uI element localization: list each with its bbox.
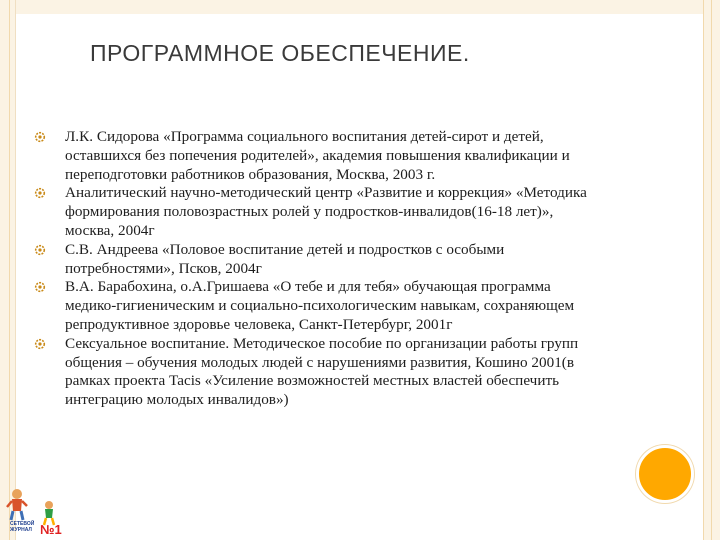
slide-title: ПРОГРАММНОЕ ОБЕСПЕЧЕНИЕ. bbox=[90, 40, 470, 66]
gear-bullet-icon bbox=[34, 131, 46, 143]
reference-text: В.А. Барабохина, о.А.Гришаева «О тебе и для тебя» обучающая программа медико-гигиеническим и социально-психологическим навыкам, сохраняющем репродуктивное здоровье человека, Санкт-Петербург, 2001г bbox=[65, 278, 575, 333]
reference-text: Л.К. Сидорова «Программа социального воспитания детей-сирот и детей, оставшихся без попечения родителей», академия повышения квалификации и переподготовки работников образования, Москва, 2003 г. bbox=[65, 128, 570, 183]
reference-item bbox=[34, 128, 594, 184]
gear-bullet-icon bbox=[34, 281, 46, 293]
gear-bullet-icon bbox=[34, 244, 46, 256]
reference-text: С.В. Андреева «Половое воспитание детей и подростков с особыми потребностями», Псков, 2004г bbox=[65, 240, 505, 277]
reference-item bbox=[34, 184, 594, 240]
gear-bullet-icon bbox=[34, 187, 46, 199]
right-frame-line-outer bbox=[711, 0, 712, 540]
logo-number: №1 bbox=[40, 522, 62, 537]
right-frame-line-inner bbox=[703, 0, 704, 540]
logo-text-line: ЖУРНАЛ bbox=[10, 527, 32, 533]
left-frame-band bbox=[0, 0, 16, 540]
reference-text: Сексуальное воспитание. Методическое пособие по организации работы групп общения – обучения молодых людей с нарушениями развития, Кошино 2001(в рамках проекта Tacis «Усиление возможностей местных властей обеспечить интеграцию молодых инвалидов») bbox=[65, 334, 579, 409]
gear-bullet-icon bbox=[34, 338, 46, 350]
logo-text-line: СЕТЕВОЙ bbox=[10, 521, 35, 527]
left-frame-line bbox=[9, 0, 10, 540]
reference-item bbox=[34, 241, 594, 279]
reference-list bbox=[34, 128, 594, 410]
reference-item bbox=[34, 278, 594, 334]
children-logo-icon bbox=[6, 487, 66, 539]
top-frame-band bbox=[16, 0, 703, 14]
reference-item bbox=[34, 335, 594, 410]
orange-circle-decoration bbox=[636, 445, 694, 503]
reference-text: Аналитический научно-методический центр «Развитие и коррекция» «Методика формирования половозрастных ролей у подростков-инвалидов(16-18 лет)», москва, 2004г bbox=[65, 184, 587, 239]
